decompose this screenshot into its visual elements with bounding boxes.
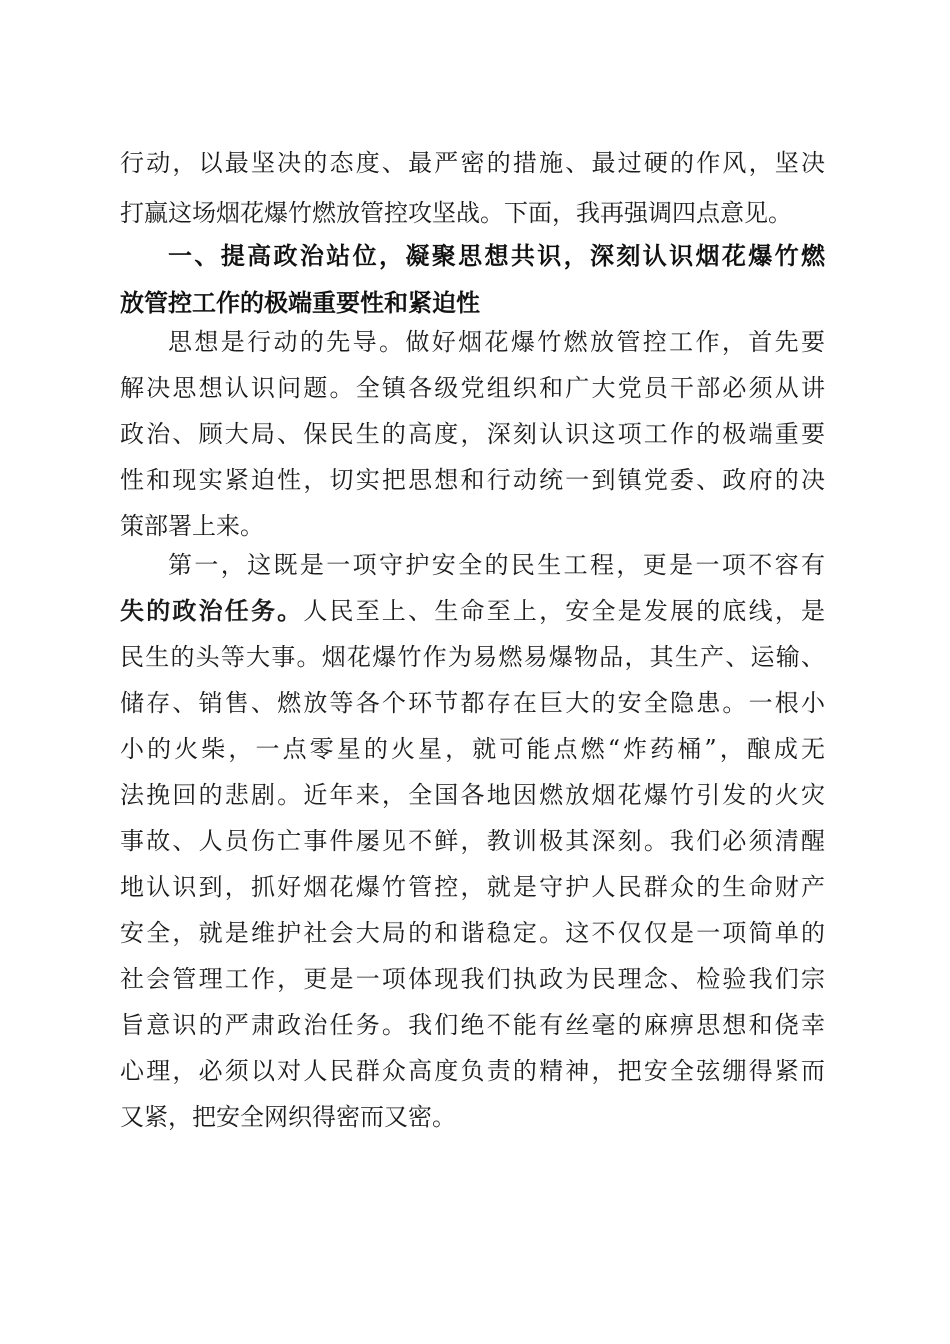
paragraph-1-line-1: 思想是行动的先导。做好烟花爆竹燃放管控工作，首先要: [168, 328, 825, 356]
paragraph-2-line-5: 小的火柴，一点零星的火星，就可能点燃“炸药桶”，酿成无: [120, 735, 825, 763]
paragraph-1-line-5: 策部署上来。: [120, 512, 264, 540]
section-heading-line-1: 一、提高政治站位，凝聚思想共识，深刻认识烟花爆竹燃: [168, 242, 825, 270]
paragraph-2-line-3: 民生的头等大事。烟花爆竹作为易燃易爆物品，其生产、运输、: [120, 643, 825, 671]
paragraph-2-line-13: 又紧，把安全网织得密而又密。: [120, 1103, 456, 1131]
paragraph-2-line-2: [120, 591, 825, 631]
section-heading-line-2: 放管控工作的极端重要性和紧迫性: [120, 289, 480, 317]
intro-line-1: 行动，以最坚决的态度、最严密的措施、最过硬的作风，坚决: [120, 149, 825, 177]
paragraph-2-line-11: 旨意识的严肃政治任务。我们绝不能有丝毫的麻痹思想和侥幸: [120, 1011, 825, 1039]
paragraph-1-line-3: 政治、顾大局、保民生的高度，深刻认识这项工作的极端重要: [120, 420, 825, 448]
paragraph-2-line-4: 储存、销售、燃放等各个环节都存在巨大的安全隐患。一根小: [120, 689, 825, 717]
intro-line-2: 打赢这场烟花爆竹燃放管控攻坚战。下面，我再强调四点意见。: [120, 199, 792, 227]
paragraph-2-line-8: 地认识到，抓好烟花爆竹管控，就是守护人民群众的生命财产: [120, 873, 825, 901]
paragraph-2-line-10: 社会管理工作，更是一项体现我们执政为民理念、检验我们宗: [120, 965, 825, 993]
paragraph-1-line-4: 性和现实紧迫性，切实把思想和行动统一到镇党委、政府的决: [120, 466, 825, 494]
paragraph-2-line-12: 心理，必须以对人民群众高度负责的精神，把安全弦绷得紧而: [120, 1057, 825, 1085]
paragraph-2-line-6: 法挽回的悲剧。近年来，全国各地因燃放烟花爆竹引发的火灾: [120, 781, 825, 809]
paragraph-2-line-7: 事故、人员伤亡事件屡见不鲜，教训极其深刻。我们必须清醒: [120, 827, 825, 855]
paragraph-1-line-2: 解决思想认识问题。全镇各级党组织和广大党员干部必须从讲: [120, 374, 825, 402]
paragraph-2-line-9: 安全，就是维护社会大局的和谐稳定。这不仅仅是一项简单的: [120, 919, 825, 947]
paragraph-2-bold-lead: 失的政治任务。: [120, 597, 304, 625]
paragraph-2-line-1: 第一，这既是一项守护安全的民生工程，更是一项不容有: [168, 551, 825, 579]
paragraph-2-line-2-rest: 人民至上、生命至上，安全是发展的底线，是: [303, 597, 826, 625]
